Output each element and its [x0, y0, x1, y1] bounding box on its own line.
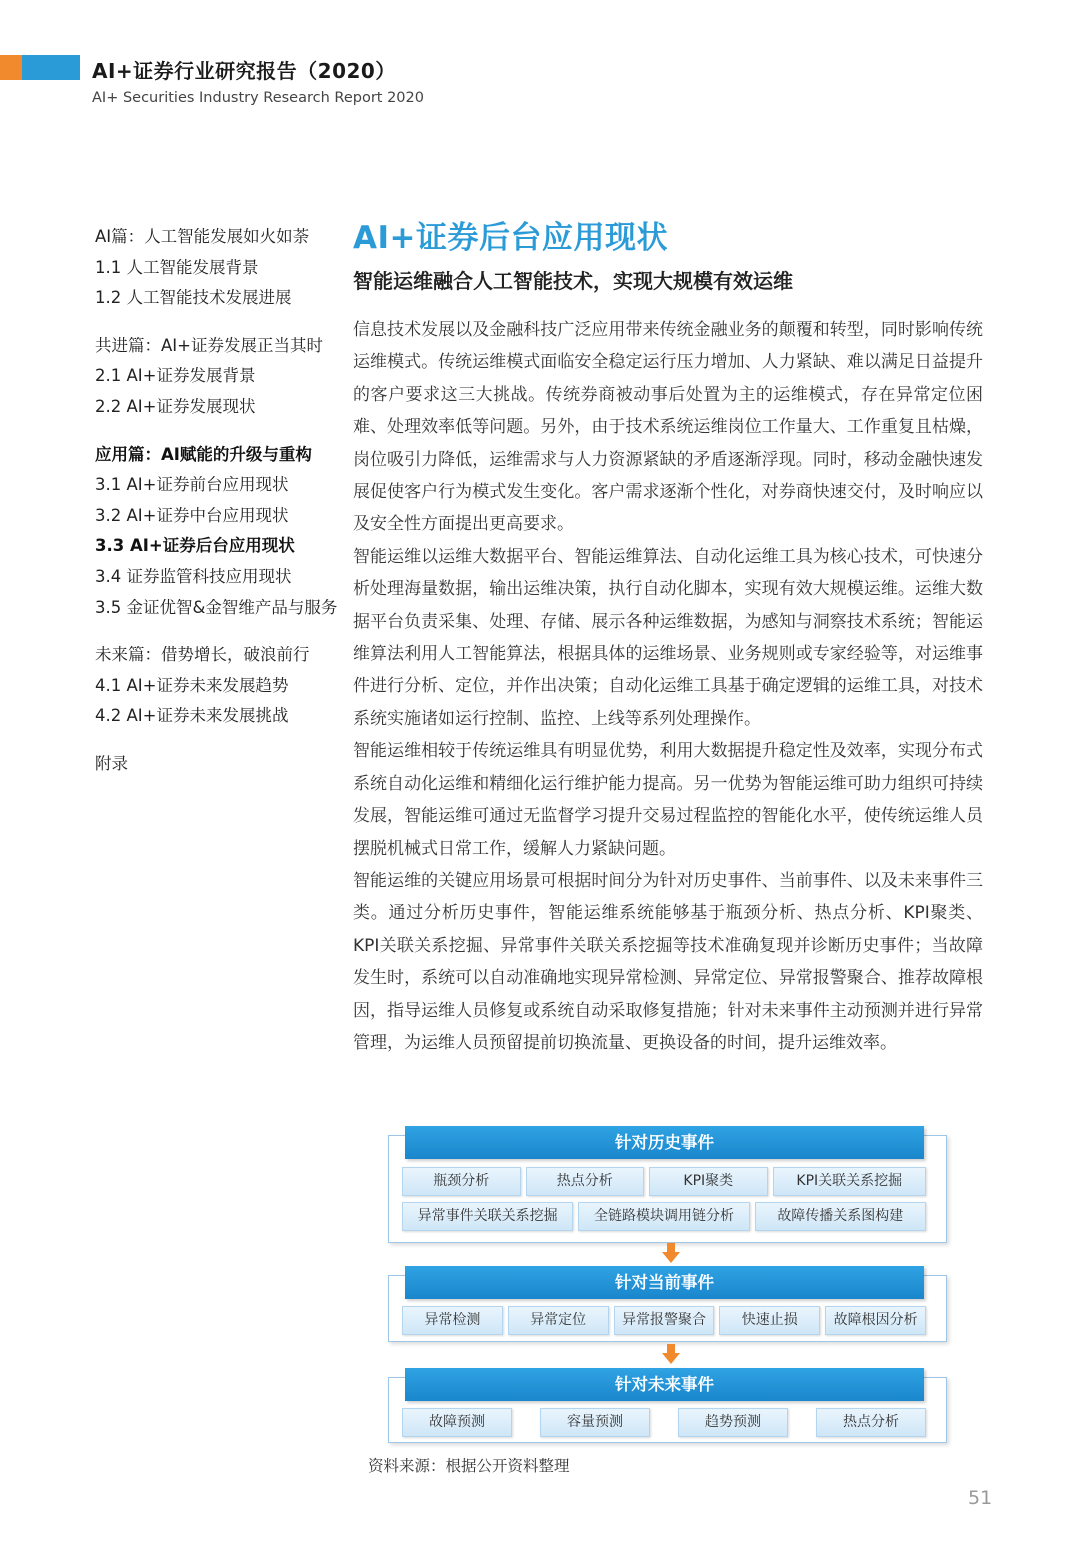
diagram-row [402, 1167, 926, 1196]
diagram-group-future [388, 1377, 947, 1443]
toc-item[interactable]: 共进篇：AI+证券发展正当其时 [95, 335, 323, 355]
toc-section-together [95, 331, 350, 423]
body-text [353, 314, 983, 1059]
diagram-box: 热点分析 [526, 1167, 645, 1196]
toc-item[interactable]: 1.1 人工智能发展背景 [95, 257, 259, 277]
toc-item[interactable]: 4.1 AI+证券未来发展趋势 [95, 675, 289, 695]
diagram-row [402, 1306, 926, 1335]
paragraph: 智能运维的关键应用场景可根据时间分为针对历史事件、当前事件、以及未来事件三类。通过分析历史事件，智能运维系统能够基于瓶颈分析、热点分析、KPI聚类、KPI关联关系挖掘、异常事件关联关系挖掘等技术准确复现并诊断历史事件；当故障发生时，系统可以自动准确地实现异常检测、异常定位、异常报警聚合、推荐故障根因，指导运维人员修复或系统自动采取修复措施；针对未来事件主动预测并进行异常管理，为运维人员预留提前切换流量、更换设备的时间，提升运维效率。 [353, 870, 983, 1053]
toc-item[interactable]: 3.5 金证优智&金智维产品与服务 [95, 597, 338, 617]
toc-item[interactable]: 1.2 人工智能技术发展进展 [95, 288, 292, 308]
diagram-row [402, 1408, 926, 1437]
paragraph: 智能运维以运维大数据平台、智能运维算法、自动化运维工具为核心技术，可快速分析处理海量数据，输出运维决策，执行自动化脚本，实现有效大规模运维。运维大数据平台负责采集、处理、存储、展示各种运维数据，为感知与洞察技术系统；智能运维算法利用人工智能算法，根据具体的运维场景、业务规则或专家经验等，对运维事件进行分析、定位，并作出决策；自动化运维工具基于确定逻辑的运维工具，对技术系统实施诸如运行控制、监控、上线等系列处理操作。 [353, 546, 983, 729]
toc-section-future [95, 640, 350, 732]
page-number: 51 [968, 1487, 993, 1509]
toc-section-ai [95, 222, 350, 314]
main-content [353, 215, 983, 1059]
toc-item[interactable]: 4.2 AI+证券未来发展挑战 [95, 706, 289, 726]
toc-item[interactable]: 2.2 AI+证券发展现状 [95, 396, 256, 416]
diagram-box: 快速止损 [719, 1306, 820, 1335]
toc-item-current-section[interactable]: 3.3 AI+证券后台应用现状 [95, 536, 295, 556]
diagram-group-title: 针对当前事件 [405, 1266, 924, 1299]
section-title: AI+证券后台应用现状 [353, 220, 668, 256]
toc-item-current-chapter[interactable]: 应用篇：AI赋能的升级与重构 [95, 444, 312, 464]
toc-section-application [95, 440, 350, 624]
diagram-box: 容量预测 [540, 1408, 650, 1437]
header-accent-orange [0, 55, 22, 80]
diagram-row [402, 1202, 926, 1231]
toc-item[interactable]: 3.1 AI+证券前台应用现状 [95, 475, 289, 495]
diagram-box: 全链路模块调用链分析 [578, 1202, 749, 1231]
diagram-box: 故障预测 [402, 1408, 512, 1437]
section-subtitle: 智能运维融合人工智能技术，实现大规模有效运维 [353, 269, 793, 293]
diagram-group-current [388, 1275, 947, 1342]
diagram-box: 故障传播关系图构建 [755, 1202, 926, 1231]
toc-section-appendix [95, 749, 350, 780]
table-of-contents [95, 222, 350, 797]
diagram-box: 趋势预测 [678, 1408, 788, 1437]
diagram-box: 异常定位 [508, 1306, 609, 1335]
paragraph: 信息技术发展以及金融科技广泛应用带来传统金融业务的颠覆和转型，同时影响传统运维模式。传统运维模式面临安全稳定运行压力增加、人力紧缺、难以满足日益提升的客户要求这三大挑战。传统券商被动事后处置为主的运维模式，存在异常定位困难、处理效率低等问题。另外，由于技术系统运维岗位工作量大、工作重复且枯燥，岗位吸引力降低，运维需求与人力资源紧缺的矛盾逐渐浮现。同时，移动金融快速发展促使客户行为模式发生变化。客户需求逐渐个性化，对券商快速交付，及时响应以及安全性方面提出更高要求。 [353, 320, 983, 535]
diagram-box: 热点分析 [816, 1408, 926, 1437]
diagram-group-title: 针对未来事件 [405, 1368, 924, 1401]
diagram-box: KPI关联关系挖掘 [773, 1167, 926, 1196]
down-arrow-icon [667, 1243, 675, 1252]
toc-item[interactable]: AI篇：人工智能发展如火如荼 [95, 227, 310, 246]
toc-item[interactable]: 2.1 AI+证券发展背景 [95, 366, 256, 386]
toc-item[interactable]: 3.2 AI+证券中台应用现状 [95, 505, 289, 525]
diagram-box: 故障根因分析 [825, 1306, 926, 1335]
diagram-box: 异常报警聚合 [614, 1306, 715, 1335]
toc-item[interactable]: 3.4 证券监管科技应用现状 [95, 566, 292, 586]
diagram-box: KPI聚类 [649, 1167, 768, 1196]
diagram-box: 瓶颈分析 [402, 1167, 521, 1196]
paragraph: 智能运维相较于传统运维具有明显优势，利用大数据提升稳定性及效率，实现分布式系统自动化运维和精细化运行维护能力提高。另一优势为智能运维可助力组织可持续发展，智能运维可通过无监督学习提升交易过程监控的智能化水平，使传统运维人员摆脱机械式日常工作，缓解人力紧缺问题。 [353, 741, 983, 859]
diagram-box: 异常事件关联关系挖掘 [402, 1202, 573, 1231]
source-note: 资料来源：根据公开资料整理 [368, 1457, 570, 1475]
down-arrow-icon [662, 1353, 680, 1364]
report-title: AI+证券行业研究报告（2020） [92, 59, 396, 83]
report-subtitle: AI+ Securities Industry Research Report 2020 [92, 90, 424, 106]
diagram-group-title: 针对历史事件 [405, 1126, 924, 1159]
diagram-group-history [388, 1135, 947, 1243]
diagram-box: 异常检测 [402, 1306, 503, 1335]
aiops-scenario-diagram [383, 1125, 953, 1455]
down-arrow-icon [667, 1344, 675, 1353]
down-arrow-icon [662, 1252, 680, 1263]
header-accent-blue [22, 55, 80, 80]
toc-item[interactable]: 附录 [95, 753, 128, 773]
toc-item[interactable]: 未来篇：借势增长，破浪前行 [95, 645, 310, 665]
